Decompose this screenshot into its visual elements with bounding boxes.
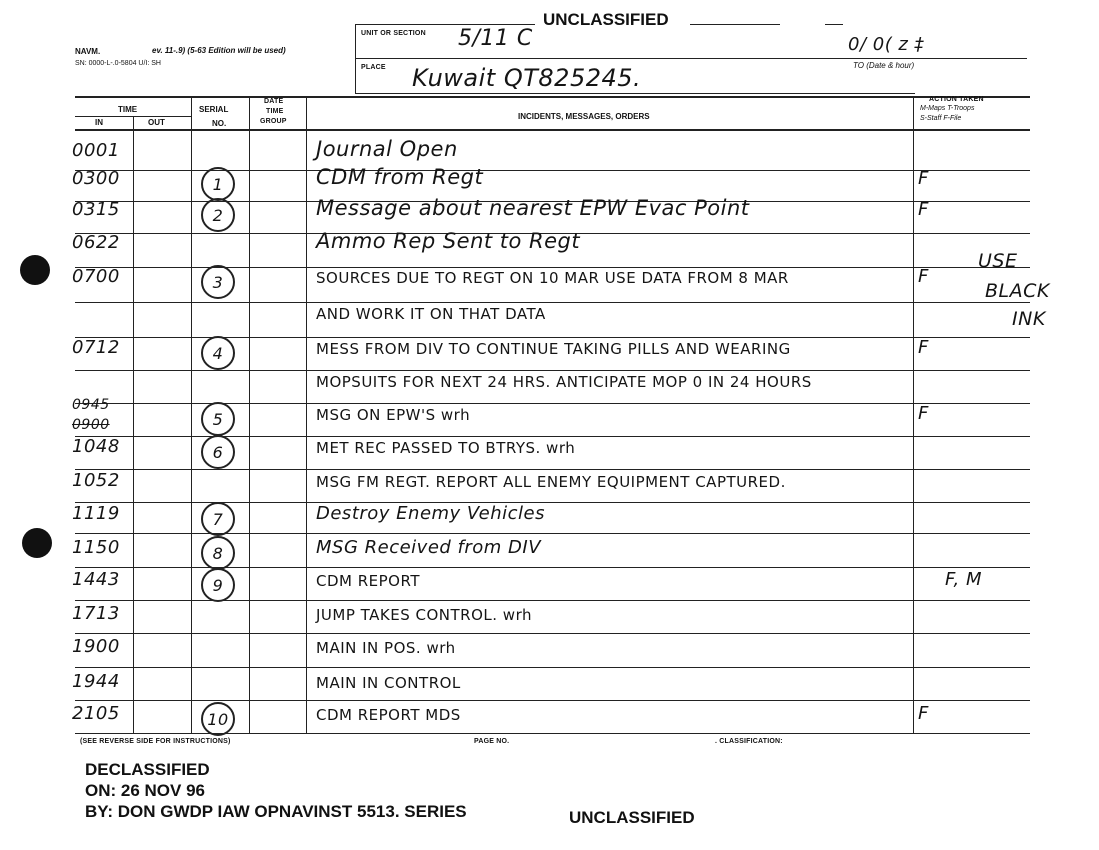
- entry-text: Journal Open: [316, 137, 458, 161]
- entry-text: MET REC PASSED TO BTRYS. wrh: [316, 439, 576, 457]
- entry-text: JUMP TAKES CONTROL. wrh: [316, 606, 532, 624]
- col-line-dtg: [306, 96, 307, 733]
- entry-time: 0622: [72, 232, 120, 253]
- col-out: OUT: [148, 118, 165, 127]
- col-line-time: [191, 96, 192, 733]
- entry-text: CDM from Regt: [316, 165, 484, 189]
- unit-line: [355, 58, 1027, 59]
- entry-text: Destroy Enemy Vehicles: [316, 503, 546, 524]
- entry-text: Message about nearest EPW Evac Point: [316, 196, 750, 220]
- place-value: Kuwait QT825245.: [412, 64, 642, 92]
- col-time: TIME: [118, 105, 138, 114]
- col-action: ACTION TAKEN: [929, 96, 984, 103]
- classification-bottom: UNCLASSIFIED: [569, 808, 695, 827]
- row-rule: [75, 633, 1030, 634]
- entry-time: 1944: [72, 671, 120, 692]
- entry-text: MSG FM REGT. REPORT ALL ENEMY EQUIPMENT CAPTURED.: [316, 473, 786, 491]
- entry-time: 1150: [72, 537, 120, 558]
- entry-time: 0712: [72, 337, 120, 358]
- col-incidents: INCIDENTS, MESSAGES, ORDERS: [518, 112, 650, 121]
- classification-label: . CLASSIFICATION:: [715, 738, 783, 745]
- col-dtg-3: GROUP: [260, 118, 287, 125]
- serial-number-circle: 9: [201, 568, 235, 602]
- col-serial: SERIAL: [199, 105, 229, 114]
- entry-text: MOPSUITS FOR NEXT 24 HRS. ANTICIPATE MOP 0 IN 24 HOURS: [316, 373, 812, 391]
- place-label: PLACE: [361, 64, 386, 71]
- serial-number-circle: 5: [201, 402, 235, 436]
- entry-time: 1900: [72, 636, 120, 657]
- header-bottom-rule: [75, 129, 1030, 131]
- serial-number-circle: 3: [201, 265, 235, 299]
- serial-number-circle: 10: [201, 702, 235, 736]
- page-no-label: PAGE NO.: [474, 738, 510, 745]
- col-in: IN: [95, 118, 103, 127]
- header-box-top: [355, 24, 450, 25]
- entry-action: F: [918, 403, 929, 424]
- row-rule: [75, 469, 1030, 470]
- unit-label: UNIT OR SECTION: [361, 30, 426, 37]
- entry-time: 1052: [72, 470, 120, 491]
- declassified-date: ON: 26 NOV 96: [85, 781, 205, 800]
- col-dtg-1: DATE: [264, 98, 284, 105]
- form-number: NAVM.: [75, 47, 101, 56]
- margin-note-black: BLACK: [985, 280, 1050, 302]
- col-action-legend-1: M-Maps T-Troops: [920, 105, 975, 112]
- place-line: [355, 93, 915, 94]
- entry-action: F: [918, 266, 929, 287]
- col-serial-no: NO.: [212, 119, 227, 128]
- serial-number-circle: 7: [201, 502, 235, 536]
- date-value: 0/ 0( z ‡: [848, 34, 925, 55]
- entry-action: F: [918, 168, 929, 189]
- entry-time: 0945: [72, 397, 110, 413]
- entry-action: F: [918, 199, 929, 220]
- declassified-authority: BY: DON GWDP IAW OPNAVINST 5513. SERIES: [85, 802, 467, 821]
- top-rule-left: [450, 24, 535, 25]
- to-label: TO (Date & hour): [853, 61, 915, 70]
- serial-number-circle: 4: [201, 336, 235, 370]
- entry-action: F: [918, 703, 929, 724]
- entry-text: MSG Received from DIV: [316, 537, 542, 558]
- col-action-legend-2: S-Staff F-File: [920, 115, 962, 122]
- entry-time: 1119: [72, 503, 120, 524]
- entry-action: F, M: [945, 569, 983, 590]
- entry-text: MSG ON EPW'S wrh: [316, 406, 471, 424]
- entry-time: 0001: [72, 140, 120, 161]
- serial-number-circle: 8: [201, 536, 235, 570]
- entry-action: F: [918, 337, 929, 358]
- row-rule: [75, 700, 1030, 701]
- punch-hole-bottom: [22, 528, 52, 558]
- entry-time: 1713: [72, 603, 120, 624]
- entry-text: MESS FROM DIV TO CONTINUE TAKING PILLS AND WEARING: [316, 340, 791, 358]
- header-top-rule: [75, 96, 1030, 98]
- entry-time-struck: 0900: [72, 417, 110, 433]
- entry-time: 0315: [72, 199, 120, 220]
- stock-number: SN: 0000-L-.0-5804 U/I: SH: [75, 60, 161, 67]
- declassified-stamp: DECLASSIFIED: [85, 760, 210, 779]
- form-revision: ev. 11-.9) (5-63 Edition will be used): [152, 46, 286, 55]
- entry-text: SOURCES DUE TO REGT ON 10 MAR USE DATA FROM 8 MAR: [316, 269, 789, 287]
- classification-top: UNCLASSIFIED: [543, 10, 669, 29]
- serial-number-circle: 2: [201, 198, 235, 232]
- serial-number-circle: 6: [201, 435, 235, 469]
- entry-time: 1048: [72, 436, 120, 457]
- entry-text: MAIN IN CONTROL: [316, 674, 461, 692]
- serial-number-circle: 1: [201, 167, 235, 201]
- row-rule: [75, 667, 1030, 668]
- entry-time: 0300: [72, 168, 120, 189]
- margin-note-ink: INK: [1012, 308, 1046, 330]
- col-line-inout: [133, 116, 134, 733]
- col-dtg-2: TIME: [266, 108, 284, 115]
- entry-text: AND WORK IT ON THAT DATA: [316, 305, 546, 323]
- top-rule-far: [825, 24, 843, 25]
- col-line-serial: [249, 96, 250, 733]
- row-rule: [75, 302, 1030, 303]
- entry-text: Ammo Rep Sent to Regt: [316, 229, 581, 253]
- entry-time: 0700: [72, 266, 120, 287]
- row-rule: [75, 370, 1030, 371]
- entry-text: CDM REPORT: [316, 572, 420, 590]
- entry-time: 2105: [72, 703, 120, 724]
- col-line-incidents: [913, 96, 914, 733]
- entry-time: 1443: [72, 569, 120, 590]
- unit-value: 5/11 C: [458, 26, 533, 51]
- reverse-instructions: (SEE REVERSE SIDE FOR INSTRUCTIONS): [80, 738, 231, 745]
- header-box-left: [355, 24, 356, 94]
- margin-note-use: USE: [978, 250, 1018, 272]
- punch-hole-top: [20, 255, 50, 285]
- entry-text: CDM REPORT MDS: [316, 706, 461, 724]
- entry-text: MAIN IN POS. wrh: [316, 639, 456, 657]
- top-rule-right: [690, 24, 780, 25]
